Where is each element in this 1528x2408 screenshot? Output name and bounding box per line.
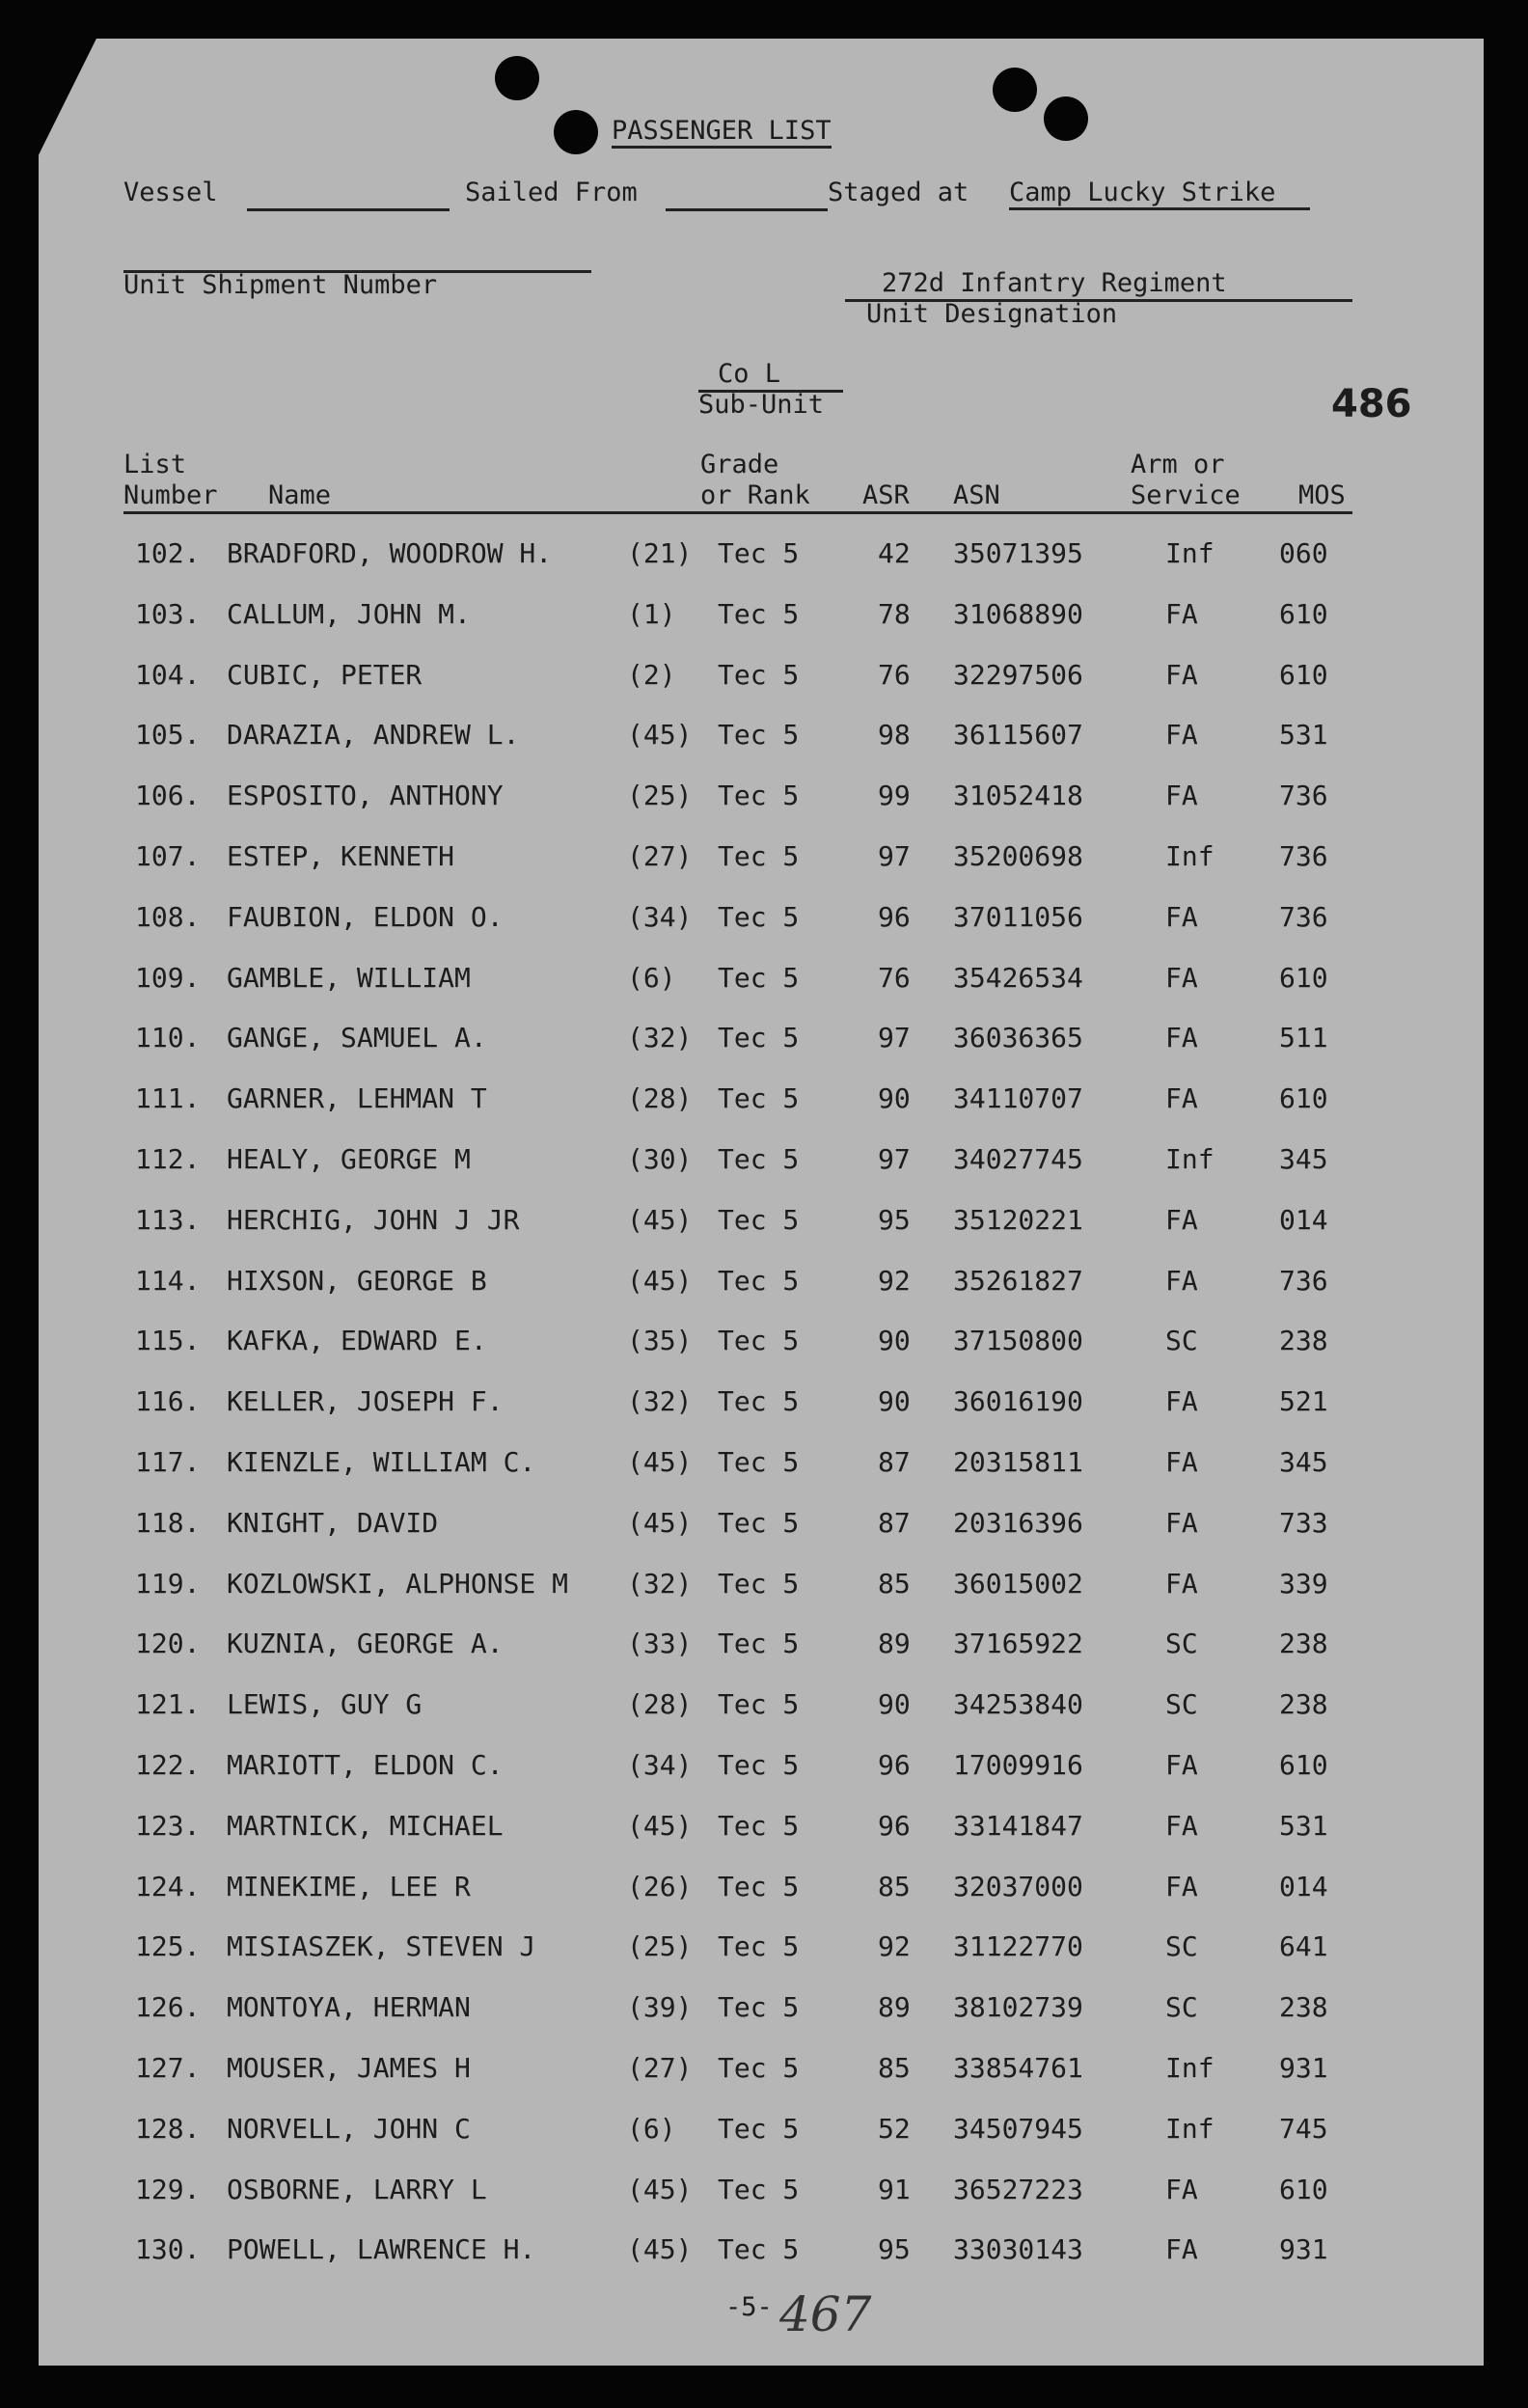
list-number: 118.	[135, 1506, 201, 1539]
asr-score: 89	[878, 1991, 911, 2024]
grade-rank: Tec 5	[718, 2173, 800, 2205]
arm-service: FA	[1165, 2173, 1198, 2205]
code-number: (45)	[627, 719, 693, 752]
asn-number: 36036365	[953, 1022, 1083, 1054]
unit-shipment-label: Unit Shipment Number	[123, 270, 438, 300]
table-row	[0, 1871, 1528, 1929]
list-number: 123.	[135, 1809, 201, 1842]
code-number: (26)	[627, 1870, 693, 1902]
punch-hole-right-1	[993, 68, 1037, 112]
asn-number: 33030143	[953, 2233, 1083, 2266]
grade-rank: Tec 5	[718, 1991, 800, 2024]
asn-number: 37165922	[953, 1628, 1083, 1660]
code-number: (32)	[627, 1567, 693, 1600]
passenger-name: ESTEP, KENNETH	[227, 840, 455, 872]
table-row	[0, 1022, 1528, 1080]
sub-unit-label: Sub-Unit	[698, 390, 825, 420]
asr-score: 76	[878, 658, 911, 691]
code-number: (21)	[627, 537, 693, 569]
asr-score: 98	[878, 719, 911, 752]
vessel-blank	[247, 208, 450, 211]
asn-number: 35261827	[953, 1264, 1083, 1297]
table-row	[0, 1385, 1528, 1443]
passenger-name: MARIOTT, ELDON C.	[227, 1749, 504, 1781]
code-number: (28)	[627, 1082, 693, 1115]
code-number: (45)	[627, 1446, 693, 1478]
passenger-name: OSBORNE, LARRY L	[227, 2173, 487, 2205]
table-row	[0, 1082, 1528, 1140]
arm-service: Inf	[1165, 840, 1214, 872]
list-number: 108.	[135, 900, 201, 933]
asr-score: 95	[878, 1203, 911, 1236]
list-number: 109.	[135, 961, 201, 994]
passenger-name: KNIGHT, DAVID	[227, 1506, 439, 1539]
passenger-name: HIXSON, GEORGE B	[227, 1264, 487, 1297]
col-name: Name	[268, 480, 332, 510]
grade-rank: Tec 5	[718, 1446, 800, 1478]
asn-number: 34253840	[953, 1688, 1083, 1721]
grade-rank: Tec 5	[718, 2052, 800, 2084]
code-number: (30)	[627, 1143, 693, 1175]
list-number: 114.	[135, 1264, 201, 1297]
arm-service: FA	[1165, 1749, 1198, 1781]
arm-service: SC	[1165, 1688, 1198, 1721]
mos-code: 733	[1279, 1506, 1328, 1539]
document-title: PASSENGER LIST	[612, 116, 832, 149]
asr-score: 90	[878, 1385, 911, 1418]
vessel-label: Vessel	[123, 178, 218, 207]
arm-service: FA	[1165, 597, 1198, 630]
passenger-name: POWELL, LAWRENCE H.	[227, 2233, 536, 2266]
asr-score: 92	[878, 1264, 911, 1297]
code-number: (25)	[627, 780, 693, 812]
arm-service: SC	[1165, 1628, 1198, 1660]
asn-number: 20315811	[953, 1446, 1083, 1478]
list-number: 110.	[135, 1022, 201, 1054]
passenger-name: CALLUM, JOHN M.	[227, 597, 471, 630]
asn-number: 35120221	[953, 1203, 1083, 1236]
col-list-line1: List	[123, 450, 187, 479]
arm-service: FA	[1165, 1506, 1198, 1539]
passenger-name: MISIASZEK, STEVEN J	[227, 1930, 536, 1963]
code-number: (32)	[627, 1385, 693, 1418]
arm-service: Inf	[1165, 537, 1214, 569]
grade-rank: Tec 5	[718, 719, 800, 752]
list-number: 107.	[135, 840, 201, 872]
arm-service: Inf	[1165, 2112, 1214, 2145]
list-number: 115.	[135, 1325, 201, 1357]
list-number: 102.	[135, 537, 201, 569]
mos-code: 736	[1279, 840, 1328, 872]
col-arm-line1: Arm or	[1131, 450, 1225, 479]
list-number: 125.	[135, 1930, 201, 1963]
asr-score: 90	[878, 1688, 911, 1721]
code-number: (28)	[627, 1688, 693, 1721]
arm-service: SC	[1165, 1325, 1198, 1357]
asn-number: 36015002	[953, 1567, 1083, 1600]
sailed-from-blank	[666, 208, 828, 211]
asr-score: 97	[878, 1143, 911, 1175]
table-row	[0, 1688, 1528, 1746]
mos-code: 511	[1279, 1022, 1328, 1054]
list-number: 112.	[135, 1143, 201, 1175]
asn-number: 32297506	[953, 658, 1083, 691]
table-row	[0, 2113, 1528, 2171]
header-rule	[123, 511, 1352, 514]
table-row	[0, 2174, 1528, 2231]
list-number: 128.	[135, 2112, 201, 2145]
grade-rank: Tec 5	[718, 1749, 800, 1781]
list-number: 122.	[135, 1749, 201, 1781]
asn-number: 31122770	[953, 1930, 1083, 1963]
table-row	[0, 1568, 1528, 1626]
asn-number: 34110707	[953, 1082, 1083, 1115]
list-number: 103.	[135, 597, 201, 630]
arm-service: FA	[1165, 1264, 1198, 1297]
handwritten-number: 467	[779, 2286, 872, 2342]
list-number: 111.	[135, 1082, 201, 1115]
list-number: 121.	[135, 1688, 201, 1721]
list-number: 113.	[135, 1203, 201, 1236]
grade-rank: Tec 5	[718, 2233, 800, 2266]
table-row	[0, 1265, 1528, 1323]
asr-score: 97	[878, 1022, 911, 1054]
sub-unit-value: Co L	[718, 359, 781, 389]
passenger-name: KUZNIA, GEORGE A.	[227, 1628, 504, 1660]
page-number: -5-	[725, 2292, 773, 2322]
grade-rank: Tec 5	[718, 1082, 800, 1115]
asn-number: 31068890	[953, 597, 1083, 630]
table-row	[0, 780, 1528, 837]
table-row	[0, 1325, 1528, 1382]
mos-code: 060	[1279, 537, 1328, 569]
staged-at-label: Staged at	[828, 178, 969, 207]
asn-number: 32037000	[953, 1870, 1083, 1902]
col-asr: ASR	[862, 480, 910, 510]
col-grade-line2: or Rank	[700, 480, 810, 510]
col-arm-line2: Service	[1131, 480, 1241, 510]
table-row	[0, 2052, 1528, 2110]
passenger-name: MARTNICK, MICHAEL	[227, 1809, 504, 1842]
passenger-name: HERCHIG, JOHN J JR	[227, 1203, 520, 1236]
code-number: (34)	[627, 900, 693, 933]
asr-score: 76	[878, 961, 911, 994]
arm-service: FA	[1165, 1203, 1198, 1236]
col-list-line2: Number	[123, 480, 218, 510]
arm-service: SC	[1165, 1930, 1198, 1963]
passenger-name: KIENZLE, WILLIAM C.	[227, 1446, 536, 1478]
grade-rank: Tec 5	[718, 1264, 800, 1297]
asr-score: 97	[878, 840, 911, 872]
grade-rank: Tec 5	[718, 840, 800, 872]
list-number: 106.	[135, 780, 201, 812]
code-number: (45)	[627, 1506, 693, 1539]
mos-code: 745	[1279, 2112, 1328, 2145]
asr-score: 52	[878, 2112, 911, 2145]
code-number: (33)	[627, 1628, 693, 1660]
list-number: 127.	[135, 2052, 201, 2084]
grade-rank: Tec 5	[718, 1628, 800, 1660]
grade-rank: Tec 5	[718, 2112, 800, 2145]
table-row	[0, 659, 1528, 717]
grade-rank: Tec 5	[718, 597, 800, 630]
mos-code: 610	[1279, 961, 1328, 994]
table-row	[0, 1143, 1528, 1201]
arm-service: SC	[1165, 1991, 1198, 2024]
arm-service: Inf	[1165, 1143, 1214, 1175]
arm-service: FA	[1165, 900, 1198, 933]
asn-number: 34027745	[953, 1143, 1083, 1175]
asr-score: 95	[878, 2233, 911, 2266]
asr-score: 92	[878, 1930, 911, 1963]
mos-code: 610	[1279, 1082, 1328, 1115]
table-row	[0, 1930, 1528, 1988]
mos-code: 345	[1279, 1446, 1328, 1478]
asr-score: 85	[878, 1870, 911, 1902]
passenger-name: MOUSER, JAMES H	[227, 2052, 471, 2084]
arm-service: FA	[1165, 1809, 1198, 1842]
unit-designation-label: Unit Designation	[866, 299, 1118, 329]
passenger-name: KAFKA, EDWARD E.	[227, 1325, 487, 1357]
arm-service: FA	[1165, 1022, 1198, 1054]
table-row	[0, 1507, 1528, 1565]
asn-number: 37011056	[953, 900, 1083, 933]
asn-number: 17009916	[953, 1749, 1083, 1781]
passenger-name: MINEKIME, LEE R	[227, 1870, 471, 1902]
asn-number: 35426534	[953, 961, 1083, 994]
grade-rank: Tec 5	[718, 1870, 800, 1902]
grade-rank: Tec 5	[718, 780, 800, 812]
asn-number: 31052418	[953, 780, 1083, 812]
arm-service: FA	[1165, 1385, 1198, 1418]
asr-score: 90	[878, 1082, 911, 1115]
asr-score: 87	[878, 1446, 911, 1478]
asn-number: 37150800	[953, 1325, 1083, 1357]
asr-score: 96	[878, 1749, 911, 1781]
arm-service: FA	[1165, 780, 1198, 812]
table-row	[0, 1446, 1528, 1504]
asr-score: 85	[878, 2052, 911, 2084]
list-number: 119.	[135, 1567, 201, 1600]
col-mos: MOS	[1298, 480, 1346, 510]
passenger-name: LEWIS, GUY G	[227, 1688, 423, 1721]
punch-hole-title	[554, 110, 598, 154]
list-number: 117.	[135, 1446, 201, 1478]
unit-designation-value: 272d Infantry Regiment	[882, 268, 1227, 298]
passenger-name: GARNER, LEHMAN T	[227, 1082, 487, 1115]
table-row	[0, 901, 1528, 959]
mos-code: 339	[1279, 1567, 1328, 1600]
passenger-name: CUBIC, PETER	[227, 658, 423, 691]
code-number: (2)	[627, 658, 676, 691]
passenger-name: ESPOSITO, ANTHONY	[227, 780, 504, 812]
punch-hole-right-2	[1044, 96, 1088, 141]
grade-rank: Tec 5	[718, 1567, 800, 1600]
table-row	[0, 1204, 1528, 1262]
asn-number: 34507945	[953, 2112, 1083, 2145]
code-number: (27)	[627, 840, 693, 872]
mos-code: 931	[1279, 2052, 1328, 2084]
asr-score: 89	[878, 1628, 911, 1660]
grade-rank: Tec 5	[718, 1143, 800, 1175]
asr-score: 85	[878, 1567, 911, 1600]
asn-number: 36527223	[953, 2173, 1083, 2205]
grade-rank: Tec 5	[718, 1506, 800, 1539]
list-number: 104.	[135, 658, 201, 691]
mos-code: 736	[1279, 780, 1328, 812]
code-number: (45)	[627, 1809, 693, 1842]
table-row	[0, 962, 1528, 1020]
mos-code: 531	[1279, 719, 1328, 752]
asr-score: 96	[878, 1809, 911, 1842]
table-row	[0, 719, 1528, 777]
passenger-name: HEALY, GEORGE M	[227, 1143, 471, 1175]
code-number: (45)	[627, 2233, 693, 2266]
page-stamp-number: 486	[1331, 382, 1412, 426]
grade-rank: Tec 5	[718, 1203, 800, 1236]
grade-rank: Tec 5	[718, 1809, 800, 1842]
staged-at-value: Camp Lucky Strike	[1009, 178, 1310, 210]
arm-service: Inf	[1165, 2052, 1214, 2084]
arm-service: FA	[1165, 1082, 1198, 1115]
grade-rank: Tec 5	[718, 537, 800, 569]
code-number: (6)	[627, 961, 676, 994]
mos-code: 014	[1279, 1870, 1328, 1902]
list-number: 130.	[135, 2233, 201, 2266]
code-number: (39)	[627, 1991, 693, 2024]
table-row	[0, 2233, 1528, 2291]
code-number: (32)	[627, 1022, 693, 1054]
asn-number: 36115607	[953, 719, 1083, 752]
list-number: 126.	[135, 1991, 201, 2024]
passenger-name: DARAZIA, ANDREW L.	[227, 719, 520, 752]
code-number: (35)	[627, 1325, 693, 1357]
punch-hole-left	[495, 56, 539, 100]
asn-number: 20316396	[953, 1506, 1083, 1539]
col-grade-line1: Grade	[700, 450, 779, 479]
arm-service: FA	[1165, 1446, 1198, 1478]
asr-score: 87	[878, 1506, 911, 1539]
asr-score: 90	[878, 1325, 911, 1357]
mos-code: 014	[1279, 1203, 1328, 1236]
arm-service: FA	[1165, 658, 1198, 691]
grade-rank: Tec 5	[718, 1385, 800, 1418]
arm-service: FA	[1165, 1567, 1198, 1600]
asr-score: 96	[878, 900, 911, 933]
mos-code: 238	[1279, 1688, 1328, 1721]
mos-code: 531	[1279, 1809, 1328, 1842]
code-number: (45)	[627, 2173, 693, 2205]
mos-code: 238	[1279, 1991, 1328, 2024]
mos-code: 610	[1279, 658, 1328, 691]
code-number: (45)	[627, 1264, 693, 1297]
passenger-name: KOZLOWSKI, ALPHONSE M	[227, 1567, 569, 1600]
grade-rank: Tec 5	[718, 1325, 800, 1357]
passenger-name: NORVELL, JOHN C	[227, 2112, 471, 2145]
table-row	[0, 840, 1528, 898]
list-number: 105.	[135, 719, 201, 752]
passenger-name: MONTOYA, HERMAN	[227, 1991, 471, 2024]
mos-code: 610	[1279, 597, 1328, 630]
mos-code: 238	[1279, 1325, 1328, 1357]
mos-code: 931	[1279, 2233, 1328, 2266]
code-number: (45)	[627, 1203, 693, 1236]
mos-code: 610	[1279, 2173, 1328, 2205]
asn-number: 35200698	[953, 840, 1083, 872]
code-number: (27)	[627, 2052, 693, 2084]
list-number: 120.	[135, 1628, 201, 1660]
grade-rank: Tec 5	[718, 900, 800, 933]
code-number: (25)	[627, 1930, 693, 1963]
grade-rank: Tec 5	[718, 1930, 800, 1963]
table-row	[0, 1628, 1528, 1685]
arm-service: FA	[1165, 2233, 1198, 2266]
grade-rank: Tec 5	[718, 1688, 800, 1721]
asn-number: 33141847	[953, 1809, 1083, 1842]
grade-rank: Tec 5	[718, 961, 800, 994]
passenger-name: BRADFORD, WOODROW H.	[227, 537, 553, 569]
passenger-name: FAUBION, ELDON O.	[227, 900, 504, 933]
asn-number: 33854761	[953, 2052, 1083, 2084]
mos-code: 610	[1279, 1749, 1328, 1781]
mos-code: 736	[1279, 1264, 1328, 1297]
mos-code: 736	[1279, 900, 1328, 933]
grade-rank: Tec 5	[718, 1022, 800, 1054]
mos-code: 238	[1279, 1628, 1328, 1660]
list-number: 129.	[135, 2173, 201, 2205]
arm-service: FA	[1165, 1870, 1198, 1902]
asr-score: 91	[878, 2173, 911, 2205]
arm-service: FA	[1165, 961, 1198, 994]
mos-code: 345	[1279, 1143, 1328, 1175]
passenger-name: GAMBLE, WILLIAM	[227, 961, 471, 994]
grade-rank: Tec 5	[718, 658, 800, 691]
mos-code: 521	[1279, 1385, 1328, 1418]
table-row	[0, 1810, 1528, 1868]
code-number: (6)	[627, 2112, 676, 2145]
table-row	[0, 1991, 1528, 2049]
col-asn: ASN	[953, 480, 1000, 510]
table-row	[0, 598, 1528, 656]
asr-score: 42	[878, 537, 911, 569]
code-number: (1)	[627, 597, 676, 630]
asn-number: 36016190	[953, 1385, 1083, 1418]
asn-number: 38102739	[953, 1991, 1083, 2024]
passenger-name: KELLER, JOSEPH F.	[227, 1385, 504, 1418]
asn-number: 35071395	[953, 537, 1083, 569]
asr-score: 99	[878, 780, 911, 812]
list-number: 116.	[135, 1385, 201, 1418]
sailed-from-label: Sailed From	[465, 178, 638, 207]
passenger-name: GANGE, SAMUEL A.	[227, 1022, 487, 1054]
list-number: 124.	[135, 1870, 201, 1902]
table-row	[0, 537, 1528, 595]
table-row	[0, 1749, 1528, 1807]
mos-code: 641	[1279, 1930, 1328, 1963]
arm-service: FA	[1165, 719, 1198, 752]
code-number: (34)	[627, 1749, 693, 1781]
asr-score: 78	[878, 597, 911, 630]
